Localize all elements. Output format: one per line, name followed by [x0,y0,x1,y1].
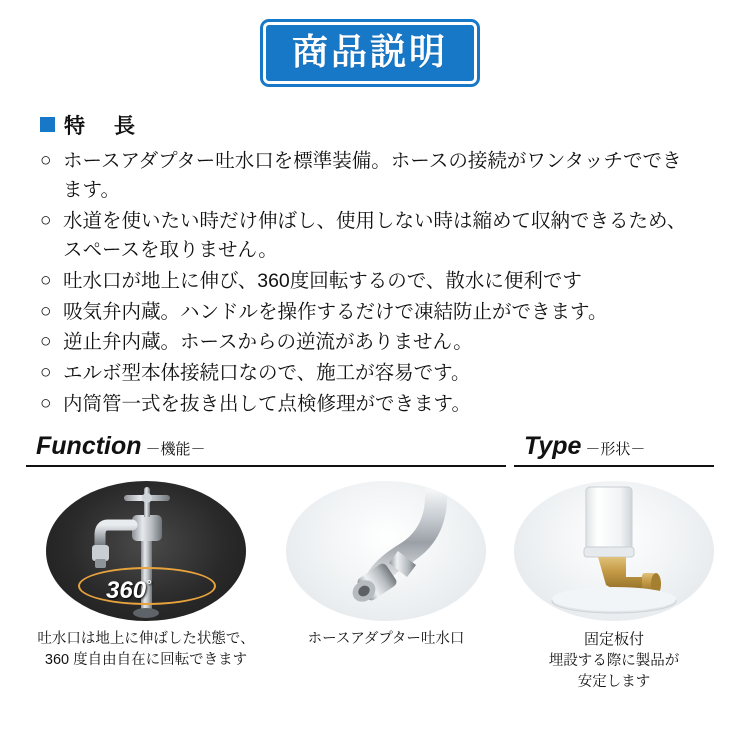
type-panel [514,432,714,693]
type-title-jp: －形状－ [585,441,646,458]
caption-line: ホースアダプター吐水口 [307,631,465,647]
list-item: ○ 吐水口が地上に伸び、360度回転するので、散水に便利です [40,267,700,297]
caption-line: 安定します [577,673,651,690]
features-heading-label: 特 長 [64,114,139,138]
type-shot [514,481,714,693]
type-title-en: Type [524,432,582,460]
list-item: ○ ホースアダプター吐水口を標準装備。ホースの接続がワンタッチでできます。 [40,147,700,206]
hose-adapter-photo [286,481,486,621]
divider [26,465,506,467]
function-shots [26,481,506,671]
function-title-en: Function [36,432,142,460]
function-shot-caption [26,629,266,671]
caption-line: 360 度自由自在に回転できます [44,652,248,669]
page-title: 商品説明 [291,31,448,72]
page-title-banner [263,22,477,84]
caption-line: 埋設する際に製品が [548,652,680,669]
features-list [40,147,700,420]
divider [514,465,714,467]
adapter-shot-caption [266,629,506,650]
list-item: ○ エルボ型本体接続口なので、施工が容易です。 [40,359,700,389]
function-shot-adapter [266,481,506,671]
function-shot-rotation [26,481,266,671]
function-panel [26,432,506,693]
features-section [40,110,700,420]
list-item: ○ 内筒管一式を抜き出して点検修理ができます。 [40,390,700,420]
banner-area [0,0,740,84]
rotation-badge: 360° [106,577,152,604]
list-item: ○ 吸気弁内蔵。ハンドルを操作するだけで凍結防止ができます。 [40,298,700,328]
type-caption [514,629,714,693]
faucet-photo [46,481,246,621]
function-panel-heading [26,432,506,461]
type-photo [514,481,714,621]
list-item: ○ 逆止弁内蔵。ホースからの逆流がありません。 [40,328,700,358]
caption-strong: 固定板付 [583,631,644,648]
fixing-plate-illustration [514,481,714,621]
features-heading [40,110,700,140]
caption-line: 吐水口は地上に伸ばした状態で、 [37,631,255,647]
bottom-panels [0,432,740,693]
list-item: ○ 水道を使いたい時だけ伸ばし、使用しない時は縮めて収納できるため、スペースを取りません。 [40,207,700,266]
type-panel-heading [514,432,714,461]
square-bullet-icon [40,117,55,132]
function-title-jp: －機能－ [145,441,206,458]
hose-adapter-illustration [286,481,486,621]
